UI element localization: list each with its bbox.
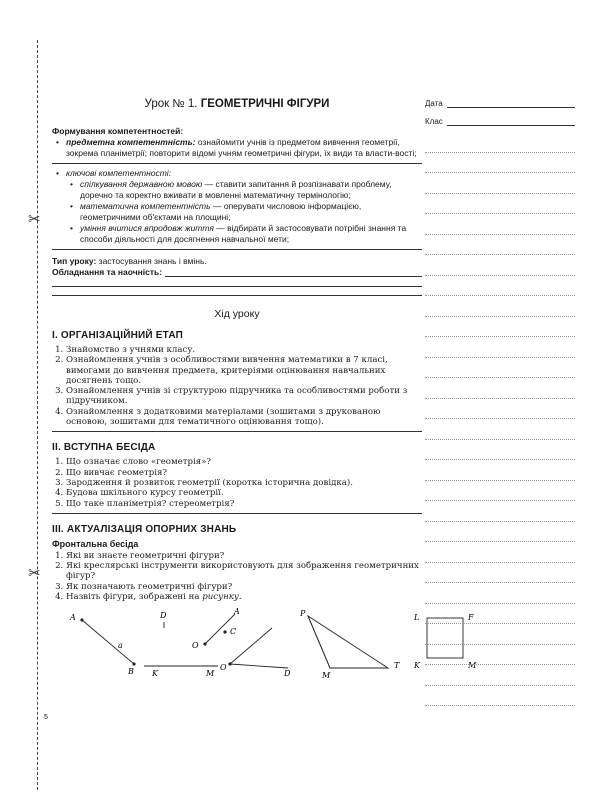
- list-item: 2. Ознайомлення учнів з особливостями вивчення математики в 7 класі, вимогами до вивчення предмета, критеріями оцінювання навчальних досягнень тощо.: [66, 355, 422, 386]
- date-field: [425, 96, 575, 108]
- date-line: [447, 99, 575, 108]
- key-competence-item: [52, 223, 422, 245]
- label-d2: D: [284, 669, 291, 679]
- lesson-number: Урок № 1.: [144, 98, 198, 110]
- note-line: [425, 399, 575, 420]
- note-line: [425, 522, 575, 543]
- notes-lines: [425, 132, 575, 706]
- list-item: 3. Зародження й розвиток геометрії (коротка історична довідка).: [66, 478, 422, 488]
- label-p: P: [300, 609, 306, 619]
- subject-competence-label: предметна компетентність:: [66, 137, 196, 147]
- key-competence-item: [52, 201, 422, 223]
- list-item: 3. Як позначають геометричні фігури?: [66, 582, 422, 592]
- note-line: [425, 645, 575, 666]
- cut-line: [37, 40, 38, 790]
- note-line: [425, 194, 575, 215]
- note-line: [425, 235, 575, 256]
- scissors-icon: ✂: [28, 565, 41, 582]
- note-line: [425, 686, 575, 707]
- label-m3: M: [468, 661, 477, 671]
- class-label: Клас: [425, 117, 443, 126]
- list-item: 4. Ознайомлення з додатковими матеріалами (зошитами з друкованою основою, зошитами для тематичного оцінювання тощо).: [66, 407, 422, 428]
- class-line: [447, 117, 575, 126]
- key-competence: [52, 168, 422, 179]
- fill-line: [52, 286, 422, 287]
- note-line: [425, 665, 575, 686]
- note-line: [425, 604, 575, 625]
- point-c: [223, 631, 226, 634]
- class-field: [425, 114, 575, 126]
- ray-o2-up: [230, 628, 272, 664]
- note-line: [425, 624, 575, 645]
- fill-line: [52, 513, 422, 514]
- lesson-type: [52, 256, 422, 267]
- list-item: 3. Ознайомлення учнів зі структурою підручника та особливостями роботи з підручником.: [66, 386, 422, 407]
- list-item: 1. Знайомство з учнями класу.: [66, 345, 422, 355]
- note-line: [425, 296, 575, 317]
- section-list: [52, 551, 422, 602]
- note-line: [425, 255, 575, 276]
- lesson-type-value: застосування знань і вмінь.: [98, 256, 207, 266]
- triangle-ptm: [308, 616, 388, 668]
- equipment-fill-line: [165, 267, 422, 277]
- key-competence-item: [52, 179, 422, 201]
- competence-item-label: спілкування державною мовою: [80, 179, 203, 189]
- note-line: [425, 501, 575, 522]
- lesson-type-label: Тип уроку:: [52, 256, 97, 266]
- note-line: [425, 419, 575, 440]
- key-competence-label: ключові компетентності:: [66, 168, 172, 178]
- note-line: [425, 481, 575, 502]
- fill-line: [52, 163, 422, 164]
- note-line: [425, 358, 575, 379]
- equipment: [52, 267, 422, 278]
- note-line: [425, 563, 575, 584]
- notes-sidebar: [425, 96, 575, 706]
- list-item: 1. Що означає слово «геометрія»?: [66, 457, 422, 467]
- note-line: [425, 440, 575, 461]
- point-o: [203, 643, 206, 646]
- label-c: C: [230, 627, 237, 637]
- label-b: B: [128, 667, 134, 677]
- label-o: O: [192, 641, 199, 651]
- note-line: [425, 542, 575, 563]
- label-f: F: [468, 613, 474, 623]
- label-o2: O: [220, 663, 227, 673]
- label-a2: A: [234, 608, 240, 617]
- label-t: T: [394, 661, 400, 671]
- section-subtitle: Фронтальна бесіда: [52, 538, 139, 549]
- section-title: ІІ. ВСТУПНА БЕСІДА: [52, 442, 156, 454]
- note-line: [425, 337, 575, 358]
- fill-line: [52, 295, 422, 296]
- competence-item-label: математична компетентність: [80, 201, 211, 211]
- date-label: Дата: [425, 99, 443, 108]
- lesson-title: [52, 98, 422, 110]
- list-item: 2. Що вивчає геометрія?: [66, 468, 422, 478]
- label-m: M: [206, 669, 215, 679]
- subject-competence: [52, 137, 422, 159]
- fill-line: [52, 249, 422, 250]
- list-item: 4. Будова шкільного курсу геометрії.: [66, 488, 422, 498]
- point-b: [132, 663, 135, 666]
- page-number: 5: [44, 714, 48, 721]
- note-line: [425, 173, 575, 194]
- note-line: [425, 378, 575, 399]
- equipment-label: Обладнання та наочність:: [52, 267, 163, 277]
- list-item-text: Назвіть фігури, зображені на: [66, 592, 200, 603]
- label-k: K: [152, 669, 158, 679]
- fill-line: [52, 431, 422, 432]
- label-l: L: [414, 613, 420, 623]
- section-title: ІІІ. АКТУАЛІЗАЦІЯ ОПОРНИХ ЗНАНЬ: [52, 523, 237, 535]
- note-line: [425, 214, 575, 235]
- label-k2: K: [414, 661, 420, 671]
- point-o2: [228, 663, 231, 666]
- note-line: [425, 583, 575, 604]
- course-title: Хід уроку: [214, 308, 260, 320]
- section-list: [52, 457, 422, 508]
- competence-item-text: — відбирати й застосовувати потрібні знання та способи діяльності для досягнення навчальної мети;: [80, 223, 407, 244]
- list-item: 2. Які креслярські інструменти використовують для зображення геометричних фігур?: [66, 561, 422, 582]
- list-item: [66, 592, 422, 602]
- label-d: D: [160, 611, 167, 621]
- label-a: A: [70, 613, 76, 623]
- competence-item-label: уміння вчитися впродовж життя: [80, 223, 214, 233]
- lesson-title-text: ГЕОМЕТРИЧНІ ФІГУРИ: [200, 98, 330, 110]
- segment-ab: [82, 620, 134, 664]
- list-item-italic: рисунку.: [202, 592, 242, 603]
- subject-competence-text: ознайомити учнів із предметом вивчення геометрії, зокрема планіметрії; повторити відомі учням геометричні фігури, їх види та власти-вості;: [66, 137, 417, 158]
- triangle-side-pm: [308, 616, 330, 668]
- competence-item-text: — оперувати числовою інформацією, геометричними об'єктами на площині;: [80, 201, 362, 222]
- note-line: [425, 317, 575, 338]
- competence-item-text: — ставити запитання й розпізнавати проблему, доречно та коректно вживати в мовленні математичну термінологію;: [80, 179, 392, 200]
- list-item: 1. Які ви знаєте геометричні фігури?: [66, 551, 422, 561]
- note-line: [425, 276, 575, 297]
- label-a-lower: a: [118, 641, 123, 651]
- note-line: [425, 132, 575, 153]
- section-list: [52, 345, 422, 427]
- label-m2: M: [322, 671, 331, 679]
- note-line: [425, 460, 575, 481]
- list-item: 5. Що таке планіметрія? стереометрія?: [66, 499, 422, 509]
- section-title: І. ОРГАНІЗАЦІЙНИЙ ЕТАП: [52, 330, 184, 341]
- ray-o2-d: [230, 664, 288, 668]
- note-line: [425, 153, 575, 174]
- scissors-icon: ✂: [28, 211, 41, 228]
- competences-heading: Формування компетентностей:: [52, 126, 184, 136]
